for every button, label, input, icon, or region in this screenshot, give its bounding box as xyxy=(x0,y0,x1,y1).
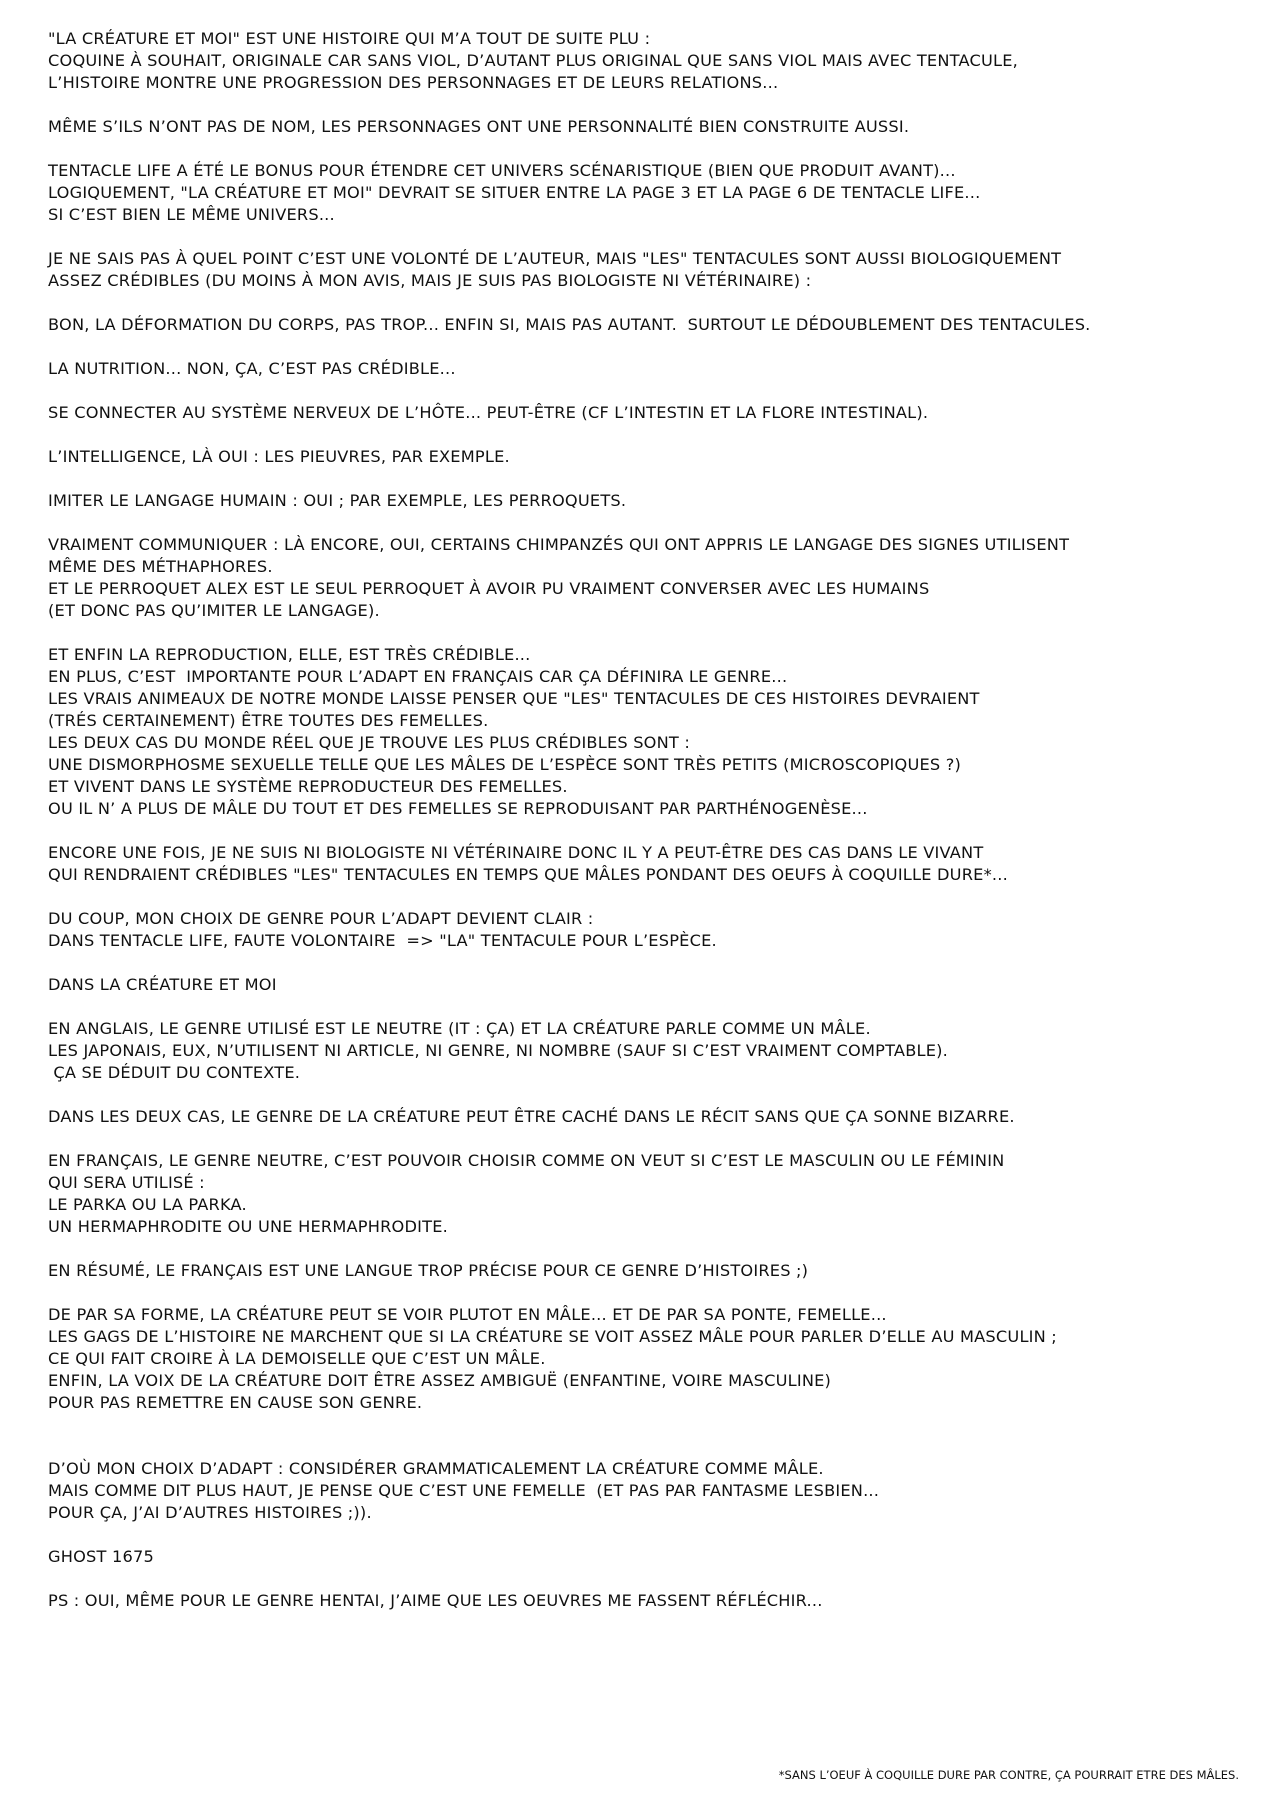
text-line: SI C’EST BIEN LE MÊME UNIVERS... xyxy=(48,205,335,224)
paragraph xyxy=(48,1546,1238,1568)
text-line: (ET DONC PAS QU’IMITER LE LANGAGE). xyxy=(48,601,380,620)
paragraph xyxy=(48,1304,1238,1436)
text-line: DE PAR SA FORME, LA CRÉATURE PEUT SE VOIR PLUTOT EN MÂLE... ET DE PAR SA PONTE, FEMELLE... xyxy=(48,1305,887,1324)
paragraph xyxy=(48,842,1238,886)
text-line: COQUINE À SOUHAIT, ORIGINALE CAR SANS VIOL, D’AUTANT PLUS ORIGINAL QUE SANS VIOL MAIS AVEC TENTACULE, xyxy=(48,51,1019,70)
text-line: "LA CRÉATURE ET MOI" EST UNE HISTOIRE QUI M’A TOUT DE SUITE PLU : xyxy=(48,29,651,48)
paragraph xyxy=(48,1260,1238,1282)
paragraph xyxy=(48,1590,1238,1612)
paragraph xyxy=(48,116,1238,138)
paragraph xyxy=(48,1150,1238,1238)
text-line xyxy=(48,1414,1238,1436)
text-line: EN RÉSUMÉ, LE FRANÇAIS EST UNE LANGUE TROP PRÉCISE POUR CE GENRE D’HISTOIRES ;) xyxy=(48,1261,809,1280)
text-line: LOGIQUEMENT, "LA CRÉATURE ET MOI" DEVRAIT SE SITUER ENTRE LA PAGE 3 ET LA PAGE 6 DE TENTACLE LIFE... xyxy=(48,183,981,202)
paragraph xyxy=(48,644,1238,820)
text-line: PS : OUI, MÊME POUR LE GENRE HENTAI, J’AIME QUE LES OEUVRES ME FASSENT RÉFLÉCHIR... xyxy=(48,1591,823,1610)
paragraph xyxy=(48,1106,1238,1128)
text-line: ENCORE UNE FOIS, JE NE SUIS NI BIOLOGISTE NI VÉTÉRINAIRE DONC IL Y A PEUT-ÊTRE DES CAS DANS LE VIVANT xyxy=(48,843,984,862)
text-line: EN ANGLAIS, LE GENRE UTILISÉ EST LE NEUTRE (IT : ÇA) ET LA CRÉATURE PARLE COMME UN MÂLE. xyxy=(48,1019,871,1038)
text-line: VRAIMENT COMMUNIQUER : LÀ ENCORE, OUI, CERTAINS CHIMPANZÉS QUI ONT APPRIS LE LANGAGE DES SIGNES UTILISENT xyxy=(48,535,1070,554)
paragraph xyxy=(48,974,1238,996)
text-line: MÊME DES MÉTHAPHORES. xyxy=(48,557,273,576)
text-line: MAIS COMME DIT PLUS HAUT, JE PENSE QUE C’EST UNE FEMELLE (ET PAS PAR FANTASME LESBIEN... xyxy=(48,1481,880,1500)
text-line: QUI SERA UTILISÉ : xyxy=(48,1173,205,1192)
text-line: DANS TENTACLE LIFE, FAUTE VOLONTAIRE => "LA" TENTACULE POUR L’ESPÈCE. xyxy=(48,931,717,950)
paragraph xyxy=(48,402,1238,424)
text-line: MÊME S’ILS N’ONT PAS DE NOM, LES PERSONNAGES ONT UNE PERSONNALITÉ BIEN CONSTRUITE AUSSI. xyxy=(48,117,910,136)
text-line: LES VRAIS ANIMEAUX DE NOTRE MONDE LAISSE PENSER QUE "LES" TENTACULES DE CES HISTOIRES DEVRAIENT xyxy=(48,689,980,708)
text-line: IMITER LE LANGAGE HUMAIN : OUI ; PAR EXEMPLE, LES PERROQUETS. xyxy=(48,491,627,510)
text-line: CE QUI FAIT CROIRE À LA DEMOISELLE QUE C’EST UN MÂLE. xyxy=(48,1349,546,1368)
text-line: LES DEUX CAS DU MONDE RÉEL QUE JE TROUVE LES PLUS CRÉDIBLES SONT : xyxy=(48,733,691,752)
text-line: ENFIN, LA VOIX DE LA CRÉATURE DOIT ÊTRE ASSEZ AMBIGUË (ENFANTINE, VOIRE MASCULINE) xyxy=(48,1371,832,1390)
text-line: ET ENFIN LA REPRODUCTION, ELLE, EST TRÈS CRÉDIBLE... xyxy=(48,645,531,664)
text-line: DANS LES DEUX CAS, LE GENRE DE LA CRÉATURE PEUT ÊTRE CACHÉ DANS LE RÉCIT SANS QUE ÇA SONNE BIZARRE. xyxy=(48,1107,1015,1126)
paragraph xyxy=(48,160,1238,226)
text-line: LES JAPONAIS, EUX, N’UTILISENT NI ARTICLE, NI GENRE, NI NOMBRE (SAUF SI C’EST VRAIMENT COMPTABLE). xyxy=(48,1041,949,1060)
text-line: TENTACLE LIFE A ÉTÉ LE BONUS POUR ÉTENDRE CET UNIVERS SCÉNARISTIQUE (BIEN QUE PRODUIT AVANT)... xyxy=(48,161,956,180)
paragraph xyxy=(48,490,1238,512)
text-line: ÇA SE DÉDUIT DU CONTEXTE. xyxy=(48,1063,301,1082)
paragraph xyxy=(48,908,1238,952)
text-line: D’OÙ MON CHOIX D’ADAPT : CONSIDÉRER GRAMMATICALEMENT LA CRÉATURE COMME MÂLE. xyxy=(48,1459,824,1478)
paragraph xyxy=(48,446,1238,468)
text-line: LES GAGS DE L’HISTOIRE NE MARCHENT QUE SI LA CRÉATURE SE VOIT ASSEZ MÂLE POUR PARLER D’ELLE AU MASCULIN ; xyxy=(48,1327,1057,1346)
footnote: *SANS L’OEUF À COQUILLE DURE PAR CONTRE, ÇA POURRAIT ETRE DES MÂLES. xyxy=(778,1768,1239,1782)
text-line: JE NE SAIS PAS À QUEL POINT C’EST UNE VOLONTÉ DE L’AUTEUR, MAIS "LES" TENTACULES SONT AUSSI BIOLOGIQUEMENT xyxy=(48,249,1062,268)
text-line: (TRÉS CERTAINEMENT) ÊTRE TOUTES DES FEMELLES. xyxy=(48,711,489,730)
text-line: UNE DISMORPHOSME SEXUELLE TELLE QUE LES MÂLES DE L’ESPÈCE SONT TRÈS PETITS (MICROSCOPIQUES ?) xyxy=(48,755,962,774)
paragraph xyxy=(48,314,1238,336)
text-line: LE PARKA OU LA PARKA. xyxy=(48,1195,247,1214)
text-line: OU IL N’ A PLUS DE MÂLE DU TOUT ET DES FEMELLES SE REPRODUISANT PAR PARTHÉNOGENÈSE... xyxy=(48,799,868,818)
text-line: GHOST 1675 xyxy=(48,1547,154,1566)
text-line: EN FRANÇAIS, LE GENRE NEUTRE, C’EST POUVOIR CHOISIR COMME ON VEUT SI C’EST LE MASCULIN OU LE FÉMININ xyxy=(48,1151,1005,1170)
text-line: POUR PAS REMETTRE EN CAUSE SON GENRE. xyxy=(48,1393,423,1412)
text-line: DU COUP, MON CHOIX DE GENRE POUR L’ADAPT DEVIENT CLAIR : xyxy=(48,909,594,928)
paragraph xyxy=(48,248,1238,292)
text-line: SE CONNECTER AU SYSTÈME NERVEUX DE L’HÔTE... PEUT-ÊTRE (CF L’INTESTIN ET LA FLORE INTESTINAL). xyxy=(48,403,929,422)
paragraph xyxy=(48,358,1238,380)
text-line: LA NUTRITION... NON, ÇA, C’EST PAS CRÉDIBLE... xyxy=(48,359,456,378)
document-body xyxy=(48,28,1238,1634)
text-line: POUR ÇA, J’AI D’AUTRES HISTOIRES ;)). xyxy=(48,1503,372,1522)
paragraph xyxy=(48,1458,1238,1524)
text-line: DANS LA CRÉATURE ET MOI xyxy=(48,975,277,994)
text-line: UN HERMAPHRODITE OU UNE HERMAPHRODITE. xyxy=(48,1217,448,1236)
paragraph xyxy=(48,1018,1238,1084)
text-line: ASSEZ CRÉDIBLES (DU MOINS À MON AVIS, MAIS JE SUIS PAS BIOLOGISTE NI VÉTÉRINAIRE) : xyxy=(48,271,812,290)
paragraph xyxy=(48,28,1238,94)
text-line: ET VIVENT DANS LE SYSTÈME REPRODUCTEUR DES FEMELLES. xyxy=(48,777,568,796)
text-line: BON, LA DÉFORMATION DU CORPS, PAS TROP... ENFIN SI, MAIS PAS AUTANT. SURTOUT LE DÉDOUBLEMENT DES TENTACULES. xyxy=(48,315,1091,334)
text-line: EN PLUS, C’EST IMPORTANTE POUR L’ADAPT EN FRANÇAIS CAR ÇA DÉFINIRA LE GENRE... xyxy=(48,667,788,686)
text-line: L’HISTOIRE MONTRE UNE PROGRESSION DES PERSONNAGES ET DE LEURS RELATIONS... xyxy=(48,73,779,92)
text-line: L’INTELLIGENCE, LÀ OUI : LES PIEUVRES, PAR EXEMPLE. xyxy=(48,447,510,466)
text-line: QUI RENDRAIENT CRÉDIBLES "LES" TENTACULES EN TEMPS QUE MÂLES PONDANT DES OEUFS À COQUILLE DURE*... xyxy=(48,865,1008,884)
text-line: ET LE PERROQUET ALEX EST LE SEUL PERROQUET À AVOIR PU VRAIMENT CONVERSER AVEC LES HUMAINS xyxy=(48,579,930,598)
paragraph xyxy=(48,534,1238,622)
